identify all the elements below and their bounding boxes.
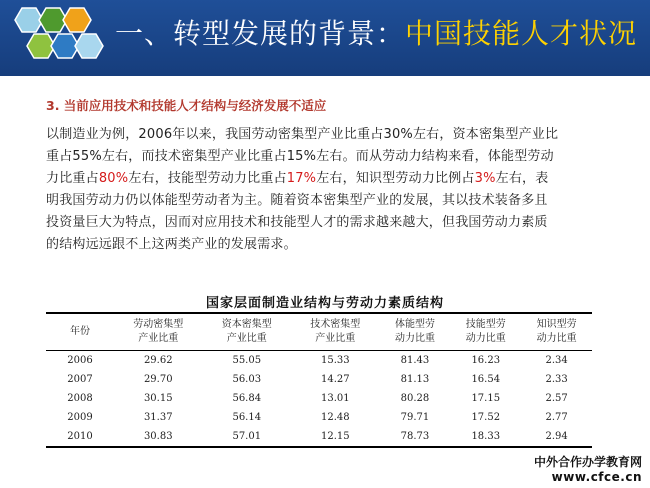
header-cell [203,313,292,351]
table-cell: 57.01 [232,431,262,442]
table-header-row [46,313,592,351]
table-row [46,408,592,427]
table-cell: 2007 [67,374,93,385]
table-cell: 2.34 [545,355,568,366]
table-cell: 18.33 [471,431,501,442]
paragraph-line [46,168,616,190]
title-part1: 一、转型发展的背景： [115,17,406,50]
table-cell: 16.23 [471,355,501,366]
table-cell: 2.77 [545,412,568,423]
table-row [46,427,592,447]
table-cell: 31.37 [143,412,173,423]
header-line: 知识型劳 [536,319,577,330]
structure-table [46,312,592,448]
table-cell: 29.62 [143,355,173,366]
header-line: 动力比重 [465,333,506,344]
text-span: 左右，表 [495,171,549,186]
table-cell: 13.01 [320,393,350,404]
header-line: 年份 [70,326,90,337]
header-line: 技术密集型 [310,319,361,330]
header-cell [114,313,203,351]
text-span: 力比重占 [46,171,99,186]
header-line: 技能型劳 [465,319,506,330]
table-cell: 56.03 [232,374,262,385]
table-cell: 2.57 [545,393,568,404]
table-cell: 2008 [67,393,93,404]
table-cell: 80.28 [400,393,430,404]
highlight-3-percent: 3% [474,171,496,186]
paragraph-line: 投资量巨大为特点，因而对应用技术和技能型人才的需求越来越大，但我国劳动力素质 [46,215,548,230]
table-cell: 12.48 [320,412,350,423]
table-cell: 16.54 [471,374,501,385]
table-cell: 2010 [67,431,93,442]
table-cell: 2009 [67,412,93,423]
slide-header [0,0,650,76]
table-cell: 56.84 [232,393,262,404]
header-line: 劳动密集型 [133,319,184,330]
paragraph-line: 以制造业为例，2006年以来，我国劳动密集型产业比重占30%左右，资本密集型产业比 [46,127,559,142]
header-cell [291,313,380,351]
table-cell: 17.52 [471,412,501,423]
table-cell: 15.33 [320,355,350,366]
text-span: 左右，知识型劳动力比例占 [316,171,475,186]
paragraph-line: 的结构远远跟不上这两类产业的发展需求。 [46,237,297,252]
table-cell: 12.15 [320,431,350,442]
header-line: 动力比重 [536,333,577,344]
table-cell: 78.73 [400,431,430,442]
page-title [115,14,637,54]
header-line: 产业比重 [138,333,179,344]
table-cell: 29.70 [143,374,173,385]
paragraph-line: 明我国劳动力仍以体能型劳动者为主。随着资本密集型产业的发展，其以技术装备多且 [46,193,548,208]
table-cell: 2006 [67,355,93,366]
table-row [46,389,592,408]
section-heading: 3. 当前应用技术和技能人才结构与经济发展不适应 [46,98,327,113]
table-cell: 30.83 [143,431,173,442]
hexagon-logo-icon [0,0,120,76]
table-cell: 17.15 [471,393,501,404]
header-line: 体能型劳 [394,319,435,330]
table-row [46,351,592,371]
header-line: 动力比重 [394,333,435,344]
table-title: 国家层面制造业结构与劳动力素质结构 [205,296,444,311]
header-cell [46,313,114,351]
highlight-17-percent: 17% [286,171,317,186]
table-row [46,370,592,389]
highlight-80-percent: 80% [98,171,129,186]
header-cell [380,313,451,351]
table-cell: 2.94 [545,431,568,442]
title-part2: 中国技能人才状况 [405,17,638,50]
table-cell: 81.13 [400,374,430,385]
table-cell: 79.71 [400,412,430,423]
text-span: 左右，技能型劳动力比重占 [128,171,287,186]
table-cell: 2.33 [545,374,568,385]
table-cell: 30.15 [143,393,173,404]
table-cell: 55.05 [232,355,262,366]
table-cell: 14.27 [320,374,350,385]
header-line: 资本密集型 [221,319,272,330]
footer-site-url: www.cfce.cn [551,470,642,484]
footer-site-name: 中外合作办学教育网 [533,455,642,469]
header-line: 产业比重 [226,333,267,344]
table-cell: 56.14 [232,412,262,423]
table-cell: 81.43 [400,355,430,366]
paragraph-line: 重占55%左右，而技术密集型产业比重占15%左右。而从劳动力结构来看，体能型劳动 [46,149,554,164]
header-line: 产业比重 [315,333,356,344]
header-cell [521,313,592,351]
header-cell [450,313,521,351]
body-paragraph [46,124,616,256]
